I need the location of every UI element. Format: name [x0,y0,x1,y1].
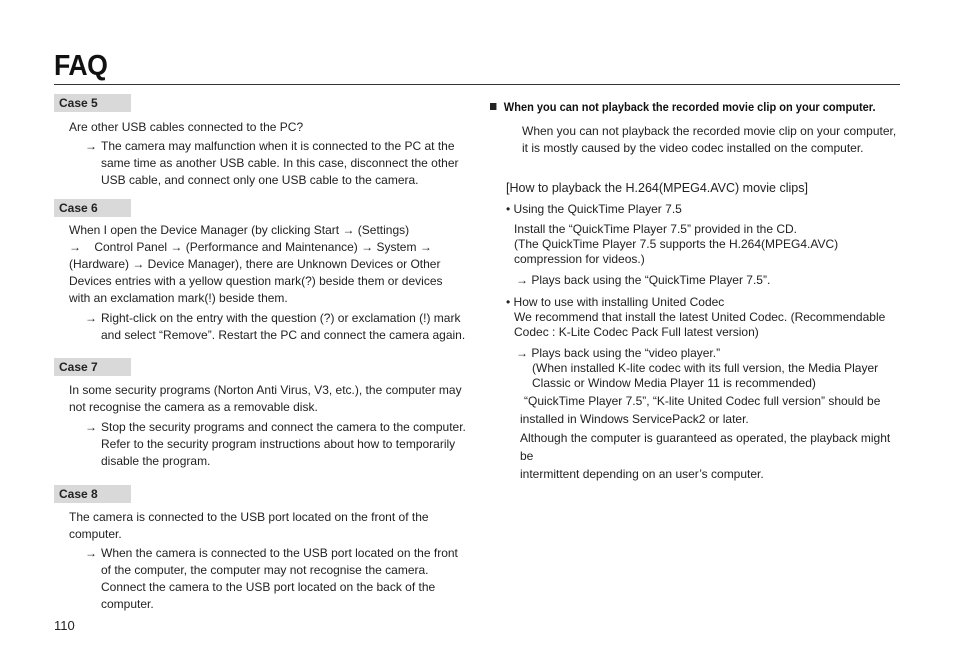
arrow-icon: → [85,420,97,434]
note-servicepack-line: installed in Windows ServicePack2 or later. [520,412,749,426]
case-8-question: The camera is connected to the USB port located on the front of the computer. [69,510,429,541]
quicktime-plays: → Plays back using the “QuickTime Player 7.5”. [516,273,771,287]
case-7-answer [85,419,471,470]
case-6-question-line: Devices entries with a yellow question mark(?) beside them or devices [69,274,443,288]
section-heading-text: When you can not playback the recorded movie clip on your computer. [503,100,876,114]
note-intermittent [520,429,905,483]
case-6-answer-text: Right-click on the entry with the question (?) or exclamation (!) mark and select “Remove”. Restart the PC and connect the camera again. [101,311,466,342]
case-5-answer-text: The camera may malfunction when it is connected to the PC at the same time as another USB cable. In this case, disconnect the other USB cable, and connect only one USB cable to the camera. [101,139,459,187]
case-8-answer-text: When the camera is connected to the USB port located on the front of the computer, the computer may not recognise the camera. Connect the camera to the USB port located on the back of the computer. [101,546,458,611]
quicktime-install [514,222,838,267]
codec-recommend-line: Codec : K-Lite Codec Pack Full latest version) [514,325,759,339]
arrow-icon: → [85,311,97,325]
codec-when-line: (When installed K-lite codec with its full version, the Media Player [532,361,879,375]
case-6-question-line: with an exclamation mark(!) beside them. [69,291,288,305]
case-6-tag: Case 6 [54,199,131,217]
case-5-answer [85,138,471,189]
square-bullet-icon [490,103,496,110]
case-8-answer [85,545,461,613]
note-intermittent-line: intermittent depending on an user’s computer. [520,467,764,481]
quicktime-install-line: (The QuickTime Player 7.5 supports the H.264(MPEG4.AVC) [514,237,839,251]
howto-heading: [How to playback the H.264(MPEG4.AVC) movie clips] [506,181,808,195]
codec-when-line: Classic or Window Media Player 11 is recommended) [532,376,816,390]
case-6-question-line: When I open the Device Manager (by clicking Start → (Settings) [69,223,410,237]
codec-plays: → Plays back using the “video player.” [516,346,721,360]
case-6-question-line: (Hardware) → Device Manager), there are Unknown Devices or Other [69,257,441,271]
case-6-question [69,222,469,307]
case-7-question: In some security programs (Norton Anti Virus, V3, etc.), the computer may not recognise the camera as a removable disk. [69,383,462,414]
page-title: FAQ [54,50,108,82]
intro-paragraph: When you can not playback the recorded movie clip on your computer, it is mostly caused by the video codec installed on the computer. [522,124,897,155]
note-servicepack [520,392,905,428]
section-heading [490,100,876,114]
case-7-tag: Case 7 [54,358,131,376]
case-5-question: Are other USB cables connected to the PC? [69,120,304,134]
arrow-icon: → [85,546,97,560]
quicktime-install-line: Install the “QuickTime Player 7.5” provided in the CD. [514,222,798,236]
codec-recommend [514,310,885,340]
case-7-answer-text: Stop the security programs and connect the camera to the computer. Refer to the security program instructions about how to temporarily disable the program. [101,420,466,468]
case-6-question-line: → Control Panel → (Performance and Maintenance) → System → [69,240,432,254]
codec-bullet: • How to use with installing United Codec [506,295,725,309]
note-servicepack-line: “QuickTime Player 7.5”, “K-lite United Codec full version” should be [524,394,881,408]
page-number: 110 [54,618,75,633]
case-6-answer [85,310,471,344]
note-intermittent-line: Although the computer is guaranteed as operated, the playback might be [520,431,891,463]
case-8-tag: Case 8 [54,485,131,503]
title-divider [54,84,900,85]
codec-recommend-line: We recommend that install the latest United Codec. (Recommendable [514,310,886,324]
case-5-tag: Case 5 [54,94,131,112]
arrow-icon: → [85,139,97,153]
quicktime-install-line: compression for videos.) [514,252,645,266]
codec-when [532,361,878,391]
quicktime-bullet: • Using the QuickTime Player 7.5 [506,202,682,216]
